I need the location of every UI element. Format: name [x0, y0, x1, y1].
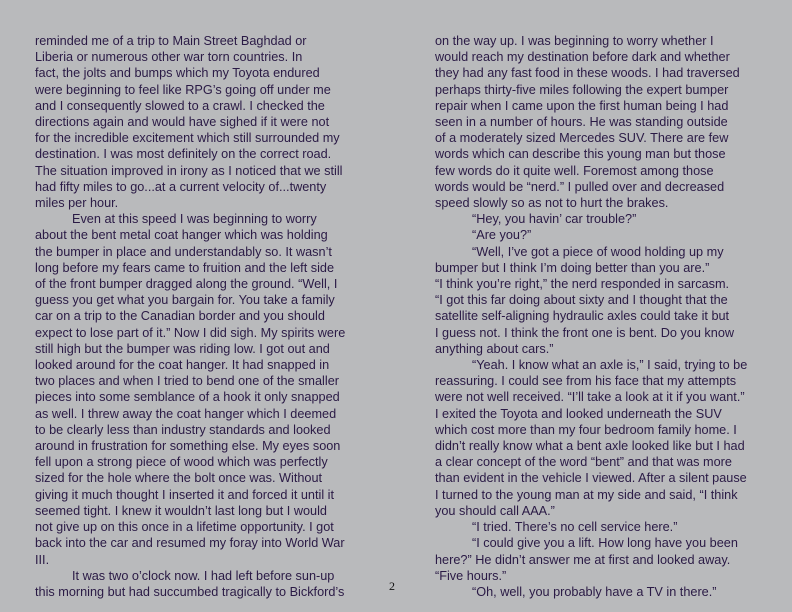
text-line: were beginning to feel like RPG’s going off under me: [35, 82, 331, 97]
text-line: this morning but had succumbed tragically to Bickford’s: [35, 584, 345, 599]
text-line: long before my fears came to fruition and the left side: [35, 260, 335, 275]
text-line: fact, the jolts and bumps which my Toyota endured: [35, 66, 320, 81]
text-line: “Hey, you havin’ car trouble?”: [472, 212, 637, 227]
text-line: about the bent metal coat hanger which was holding: [35, 228, 328, 243]
text-line: around in frustration for something else. My eyes soon: [35, 439, 341, 454]
text-line: “Five hours.”: [435, 568, 507, 583]
text-line: Even at this speed I was beginning to worry: [72, 212, 317, 227]
text-line: didn’t really know what a bent axle looked like but I had: [435, 439, 745, 454]
text-line: sized for the hole where the bolt once was. Without: [35, 471, 323, 486]
text-line: back into the car and resumed my foray into World War: [35, 536, 345, 551]
right-text-column: [435, 33, 765, 600]
text-line: for the incredible excitement which still surrounded my: [35, 131, 340, 146]
text-line: few words do it quite well. Foremost among those: [435, 163, 714, 178]
text-line: I exited the Toyota and looked underneath the SUV: [435, 406, 722, 421]
text-line: “I got this far doing about sixty and I thought that the: [435, 293, 728, 308]
text-line: the bumper in place and understandably so. It wasn’t: [35, 244, 332, 259]
text-line: seemed tight. I knew it wouldn’t last long but I would: [35, 503, 327, 518]
text-line: miles per hour.: [35, 196, 119, 211]
text-line: “Are you?”: [472, 228, 532, 243]
text-line: were not well received. “I’ll take a look at it if you want.”: [435, 390, 745, 405]
text-line: destination. I was most definitely on the correct road.: [35, 147, 332, 162]
text-line: you should call AAA.”: [435, 503, 555, 518]
text-line: of a moderately sized Mercedes SUV. There are few: [435, 131, 729, 146]
text-line: expect to lose part of it.” Now I did sigh. My spirits were: [35, 325, 346, 340]
text-line: guess you get what you bargain for. You take a family: [35, 293, 335, 308]
text-line: would reach my destination before dark and whether: [435, 50, 730, 65]
page-number: 2: [389, 579, 395, 593]
text-line: “I think you’re right,” the nerd responded in sarcasm.: [435, 277, 730, 292]
text-line: looked around for the coat hanger. It had snapped in: [35, 358, 330, 373]
text-line: on the way up. I was beginning to worry whether I: [435, 34, 714, 48]
text-line: satellite self-aligning hydraulic axles could take it but: [435, 309, 730, 324]
text-line: pieces into some semblance of a hook it only snapped: [35, 390, 340, 405]
text-line: “Well, I’ve got a piece of wood holding up my: [472, 244, 724, 259]
text-line: as well. I threw away the coat hanger which I deemed: [35, 406, 337, 421]
text-line: of the front bumper dragged along the ground. “Well, I: [35, 277, 338, 292]
text-line: still high but the bumper was riding low. I got out and: [35, 341, 330, 356]
text-line: III.: [35, 552, 50, 567]
text-line: which cost more than my four bedroom family home. I: [435, 422, 737, 437]
text-line: bumper but I think I’m doing better than you are.”: [435, 260, 710, 275]
text-line: to be clearly less than industry standards and looked: [35, 422, 331, 437]
text-line: perhaps thirty-five miles following the expert bumper: [435, 82, 729, 97]
text-line: reminded me of a trip to Main Street Baghdad or: [35, 34, 307, 48]
text-line: a clear concept of the word “bent” and that was more: [435, 455, 732, 470]
text-line: seen in a number of hours. He was standing outside: [435, 115, 728, 130]
text-line: reassuring. I could see from his face that my attempts: [435, 374, 737, 389]
left-text-column: [35, 33, 365, 600]
text-line: than evident in the vehicle I viewed. After a silent pause: [435, 471, 747, 486]
text-line: had fifty miles to go...at a current velocity of...twenty: [35, 179, 327, 194]
text-line: they had any fast food in these woods. I had traversed: [435, 66, 740, 81]
text-line: I guess not. I think the front one is bent. Do you know: [435, 325, 735, 340]
text-line: anything about cars.”: [435, 341, 554, 356]
text-line: I turned to the young man at my side and said, “I think: [435, 487, 738, 502]
text-line: not give up on this once in a lifetime opportunity. I got: [35, 520, 334, 535]
text-line: fell upon a strong piece of wood which was perfectly: [35, 455, 328, 470]
text-line: repair when I came upon the first human being I had: [435, 98, 729, 113]
text-line: It was two o’clock now. I had left before sun-up: [72, 568, 335, 583]
text-line: car on a trip to the Canadian border and you should: [35, 309, 325, 324]
text-line: two places and when I tried to bend one of the smaller: [35, 374, 339, 389]
text-line: Liberia or numerous other war torn countries. In: [35, 50, 303, 65]
text-line: directions again and would have sighed if it were not: [35, 115, 330, 130]
text-line: and I consequently slowed to a crawl. I checked the: [35, 98, 325, 113]
text-line: words would be “nerd.” I pulled over and decreased: [435, 179, 725, 194]
text-line: giving it much thought I inserted it and forced it until it: [35, 487, 335, 502]
text-line: “Oh, well, you probably have a TV in there.”: [472, 584, 717, 599]
text-line: “I tried. There’s no cell service here.”: [472, 520, 678, 535]
text-line: “Yeah. I know what an axle is,” I said, trying to be: [472, 358, 748, 373]
text-line: “I could give you a lift. How long have you been: [472, 536, 738, 551]
text-line: The situation improved in irony as I noticed that we still: [35, 163, 343, 178]
text-line: here?” He didn’t answer me at first and looked away.: [435, 552, 731, 567]
text-line: speed slowly so as not to hurt the brakes.: [435, 196, 669, 211]
text-line: words which can describe this young man but those: [435, 147, 726, 162]
